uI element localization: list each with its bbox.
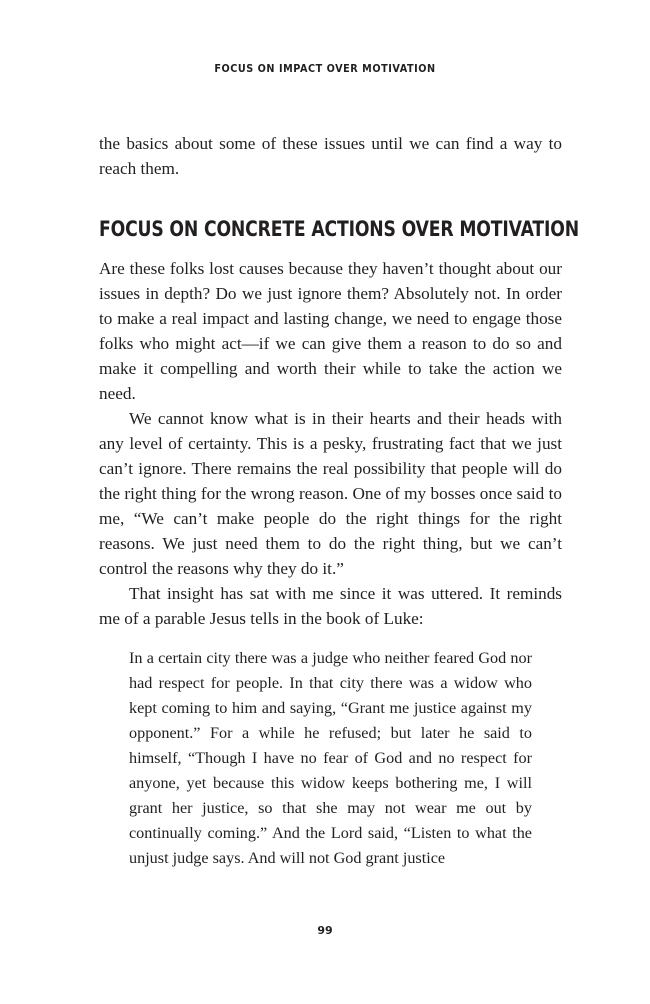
running-head: FOCUS ON IMPACT OVER MOTIVATION xyxy=(214,62,436,75)
paragraph: That insight has sat with me since it was uttered. It reminds me of a parable Jesus tells in the book of Luke: xyxy=(99,584,562,628)
paragraph: We cannot know what is in their hearts and their heads with any level of certainty. This is a pesky, frustrating fact that we just can’t ignore. There remains the real possibility that people will do the right thing for the wrong reason. One of my bosses once said to me, “We can’t make people do the right things for the right reasons. We just need them to do the right thing, but we can’t control the reasons why they do it.” xyxy=(99,409,562,578)
section-heading: FOCUS ON CONCRETE ACTIONS OVER MOTIVATION xyxy=(99,217,579,241)
scripture-block-quote: In a certain city there was a judge who neither feared God nor had respect for people. In that city there was a widow who kept coming to him and saying, “Grant me justice against my opponent.” For a while he refused; but later he said to himself, “Though I have no fear of God and no respect for anyone, yet because this widow keeps bothering me, I will grant her justice, so that she may not wear me out by continually coming.” And the Lord said, “Listen to what the unjust judge says. And will not God grant justice xyxy=(129,649,532,867)
continued-paragraph xyxy=(99,131,562,181)
section-body xyxy=(99,256,562,631)
page-number: 99 xyxy=(317,924,333,937)
paragraph: the basics about some of these issues until we can find a way to reach them. xyxy=(99,134,562,178)
paragraph: Are these folks lost causes because they haven’t thought about our issues in depth? Do we just ignore them? Absolutely not. In order to make a real impact and lasting change, we need to engage those folks who might act—if we can give them a reason to do so and make it compelling and worth their while to take the action we need. xyxy=(99,259,562,403)
